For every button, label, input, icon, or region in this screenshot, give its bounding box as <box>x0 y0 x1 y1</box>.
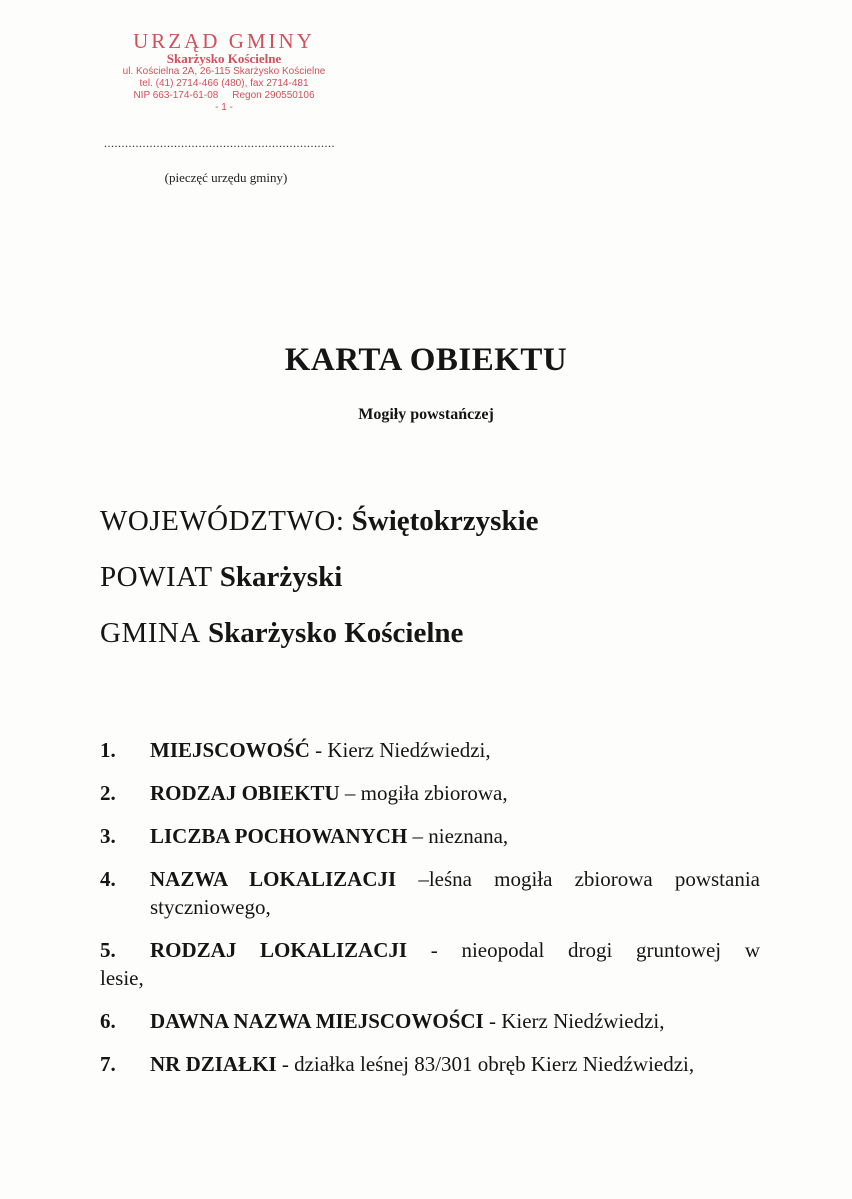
item-value: Kierz Niedźwiedzi, <box>327 738 491 762</box>
stamp-phone: tel. (41) 2714-466 (480), fax 2714-481 <box>139 78 309 89</box>
item-number: 2. <box>100 781 116 805</box>
item-key: NAZWA LOKALIZACJI <box>150 867 397 891</box>
item-number: 5. <box>100 938 116 962</box>
list-item <box>100 936 760 992</box>
item-key: NR DZIAŁKI <box>150 1052 277 1076</box>
document-subtitle: Mogiły powstańczej <box>358 406 494 423</box>
item-key: DAWNA NAZWA MIEJSCOWOŚCI <box>150 1009 484 1033</box>
stamp-subtitle: Skarżysko Kościelne <box>166 51 282 66</box>
voivodeship-value: Świętokrzyskie <box>351 505 539 537</box>
item-key: RODZAJ LOKALIZACJI <box>150 938 408 962</box>
item-number: 7. <box>100 1052 116 1076</box>
stamp-title: URZĄD GMINY <box>133 29 315 53</box>
item-key: LICZBA POCHOWANYCH <box>150 824 408 848</box>
county-label: POWIAT <box>100 561 213 593</box>
office-stamp <box>104 30 344 114</box>
commune-label: GMINA <box>100 617 201 649</box>
item-separator: – <box>339 781 361 805</box>
item-value: Kierz Niedźwiedzi, <box>501 1009 665 1033</box>
item-value: nieznana, <box>428 824 509 848</box>
stamp-ids: NIP 663-174-61-08 Regon 290550106 <box>133 90 315 101</box>
list-item <box>100 865 760 921</box>
list-item <box>100 1007 760 1035</box>
stamp-address: ul. Kościelna 2A, 26-115 Skarżysko Kościelne <box>122 66 326 77</box>
item-separator: - <box>407 938 462 962</box>
item-separator: - <box>309 738 328 762</box>
county-line <box>100 561 342 594</box>
item-value: nieopodal drogi gruntowej w <box>461 938 761 962</box>
item-key: MIEJSCOWOŚĆ <box>150 738 310 762</box>
list-item <box>100 1050 760 1078</box>
item-value: działka leśnej 83/301 obręb Kierz Niedźwiedzi, <box>294 1052 695 1076</box>
item-separator: - <box>276 1052 295 1076</box>
item-key: RODZAJ OBIEKTU <box>150 781 340 805</box>
item-separator: – <box>396 867 429 891</box>
item-value-continuation: lesie, <box>100 966 144 990</box>
commune-line <box>100 617 463 650</box>
county-value: Skarżyski <box>219 561 343 593</box>
item-number: 1. <box>100 738 116 762</box>
commune-value: Skarżysko Kościelne <box>208 617 464 649</box>
voivodeship-label: WOJEWÓDZTWO: <box>100 505 345 537</box>
object-details-list <box>100 736 760 1093</box>
item-value: leśna mogiła zbiorowa powstania styczniowego, <box>150 867 760 919</box>
list-item <box>100 822 760 850</box>
seal-signature-line: .................................................................. <box>104 136 335 150</box>
item-number: 4. <box>100 867 116 891</box>
item-separator: - <box>483 1009 502 1033</box>
document-title: KARTA OBIEKTU <box>284 342 568 378</box>
voivodeship-line <box>100 505 539 538</box>
stamp-page: - 1 - <box>215 102 233 113</box>
item-value: mogiła zbiorowa, <box>360 781 508 805</box>
list-item <box>100 779 760 807</box>
item-separator: – <box>407 824 429 848</box>
seal-caption: (pieczęć urzędu gminy) <box>164 170 288 185</box>
item-number: 6. <box>100 1009 116 1033</box>
list-item <box>100 736 760 764</box>
item-number: 3. <box>100 824 116 848</box>
